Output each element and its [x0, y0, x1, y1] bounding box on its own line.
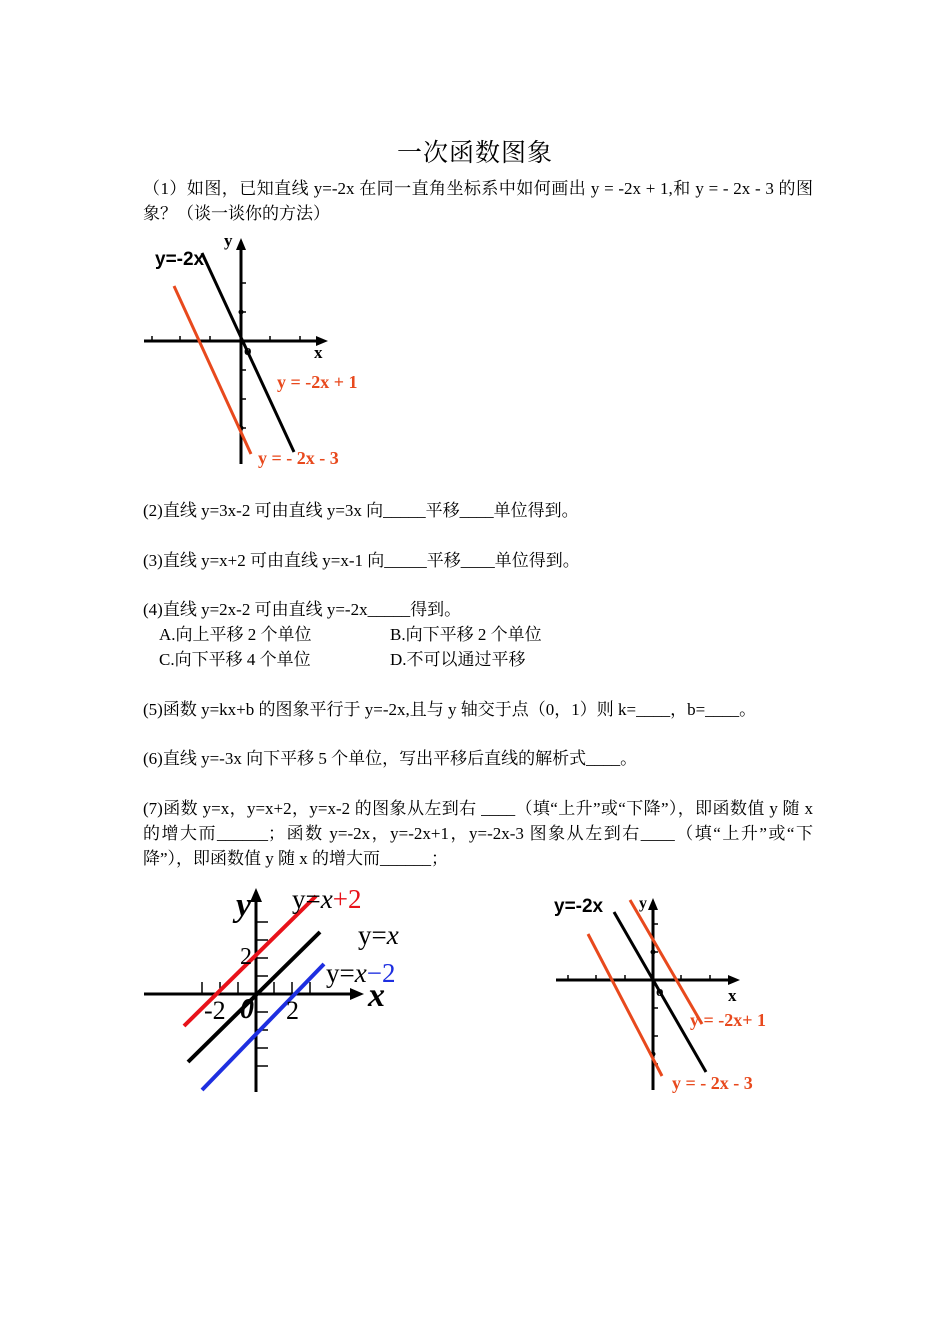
label-up: y = -2x + 1: [277, 372, 358, 392]
line-down: [588, 934, 662, 1076]
label-minus2-c: −2: [366, 958, 396, 988]
label-minus2: [326, 958, 395, 988]
label-down: y = - 2x - 3: [258, 448, 339, 468]
label-plus2-y: y=: [292, 884, 321, 914]
origin-label: o: [244, 343, 252, 359]
x-axis-label: x: [314, 343, 323, 362]
label-x-y: y=: [358, 920, 387, 950]
label-down: y = - 2x - 3: [672, 1073, 753, 1093]
y-axis-label: y: [236, 887, 252, 924]
label-plus2-x: x: [320, 884, 333, 914]
option-d: D.不可以通过平移: [390, 650, 526, 669]
label-x: [358, 920, 399, 950]
label-minus2-x: x: [354, 958, 367, 988]
question-1: （1）如图，已知直线 y=-2x 在同一直角坐标系中如何画出 y = -2x + 1,和 y = - 2x - 3 的图象？（谈一谈你的方法）: [143, 179, 813, 223]
option-a: A.向上平移 2 个单位: [159, 625, 312, 644]
x-axis-label: x: [368, 977, 385, 1014]
question-2: (2)直线 y=3x-2 可由直线 y=3x 向_____平移____单位得到。: [143, 501, 579, 520]
tick-label-y2: 2: [240, 944, 252, 970]
label-plus2: [292, 884, 361, 914]
question-7: (7)函数 y=x，y=x+2，y=x-2 的图象从左到右 ____（填“上升”或“下降”），即函数值 y 随 x 的增大而______；函数 y=-2x，y=-2x+1，y=-2x-3 图象从左到右____（填“上升”或“下降”），即函数值 y 随 x 的增大而______；: [143, 799, 818, 868]
figure-3-graph: [550, 890, 790, 1093]
option-c: C.向下平移 4 个单位: [159, 650, 311, 669]
figure-2-graph: [140, 880, 420, 1100]
tick-label-pos2: 2: [286, 996, 299, 1025]
x-axis-label: x: [728, 986, 737, 1005]
question-5: (5)函数 y=kx+b 的图象平行于 y=-2x,且与 y 轴交于点（0，1）则 k=____，b=____。: [143, 700, 757, 719]
y-axis-label: y: [224, 231, 233, 250]
x-axis-arrow: [728, 975, 740, 985]
question-6: (6)直线 y=-3x 向下平移 5 个单位，写出平移后直线的解析式____。: [143, 749, 638, 768]
label-x-x: x: [386, 920, 399, 950]
origin-label: 0: [240, 994, 254, 1025]
label-up: y = -2x+ 1: [690, 1010, 767, 1030]
label-minus2-y: y=: [326, 958, 355, 988]
y-axis-label: y: [639, 895, 647, 912]
label-base: y=-2x: [155, 249, 205, 270]
figure-1-graph: [140, 228, 390, 478]
label-plus2-c: +2: [332, 884, 362, 914]
tick-label-neg2: -2: [204, 996, 226, 1025]
option-b: B.向下平移 2 个单位: [390, 625, 542, 644]
question-4: (4)直线 y=2x-2 可由直线 y=-2x_____得到。: [143, 600, 462, 619]
origin-label: o: [656, 984, 664, 1000]
y-axis-arrow: [236, 238, 246, 250]
y-axis-arrow: [648, 898, 658, 910]
page-title: 一次函数图象: [396, 140, 553, 167]
label-base: y=-2x: [554, 896, 604, 917]
question-3: (3)直线 y=x+2 可由直线 y=x-1 向_____平移____单位得到。: [143, 551, 580, 570]
x-axis-arrow: [350, 988, 364, 1000]
y-axis-arrow: [250, 888, 262, 902]
